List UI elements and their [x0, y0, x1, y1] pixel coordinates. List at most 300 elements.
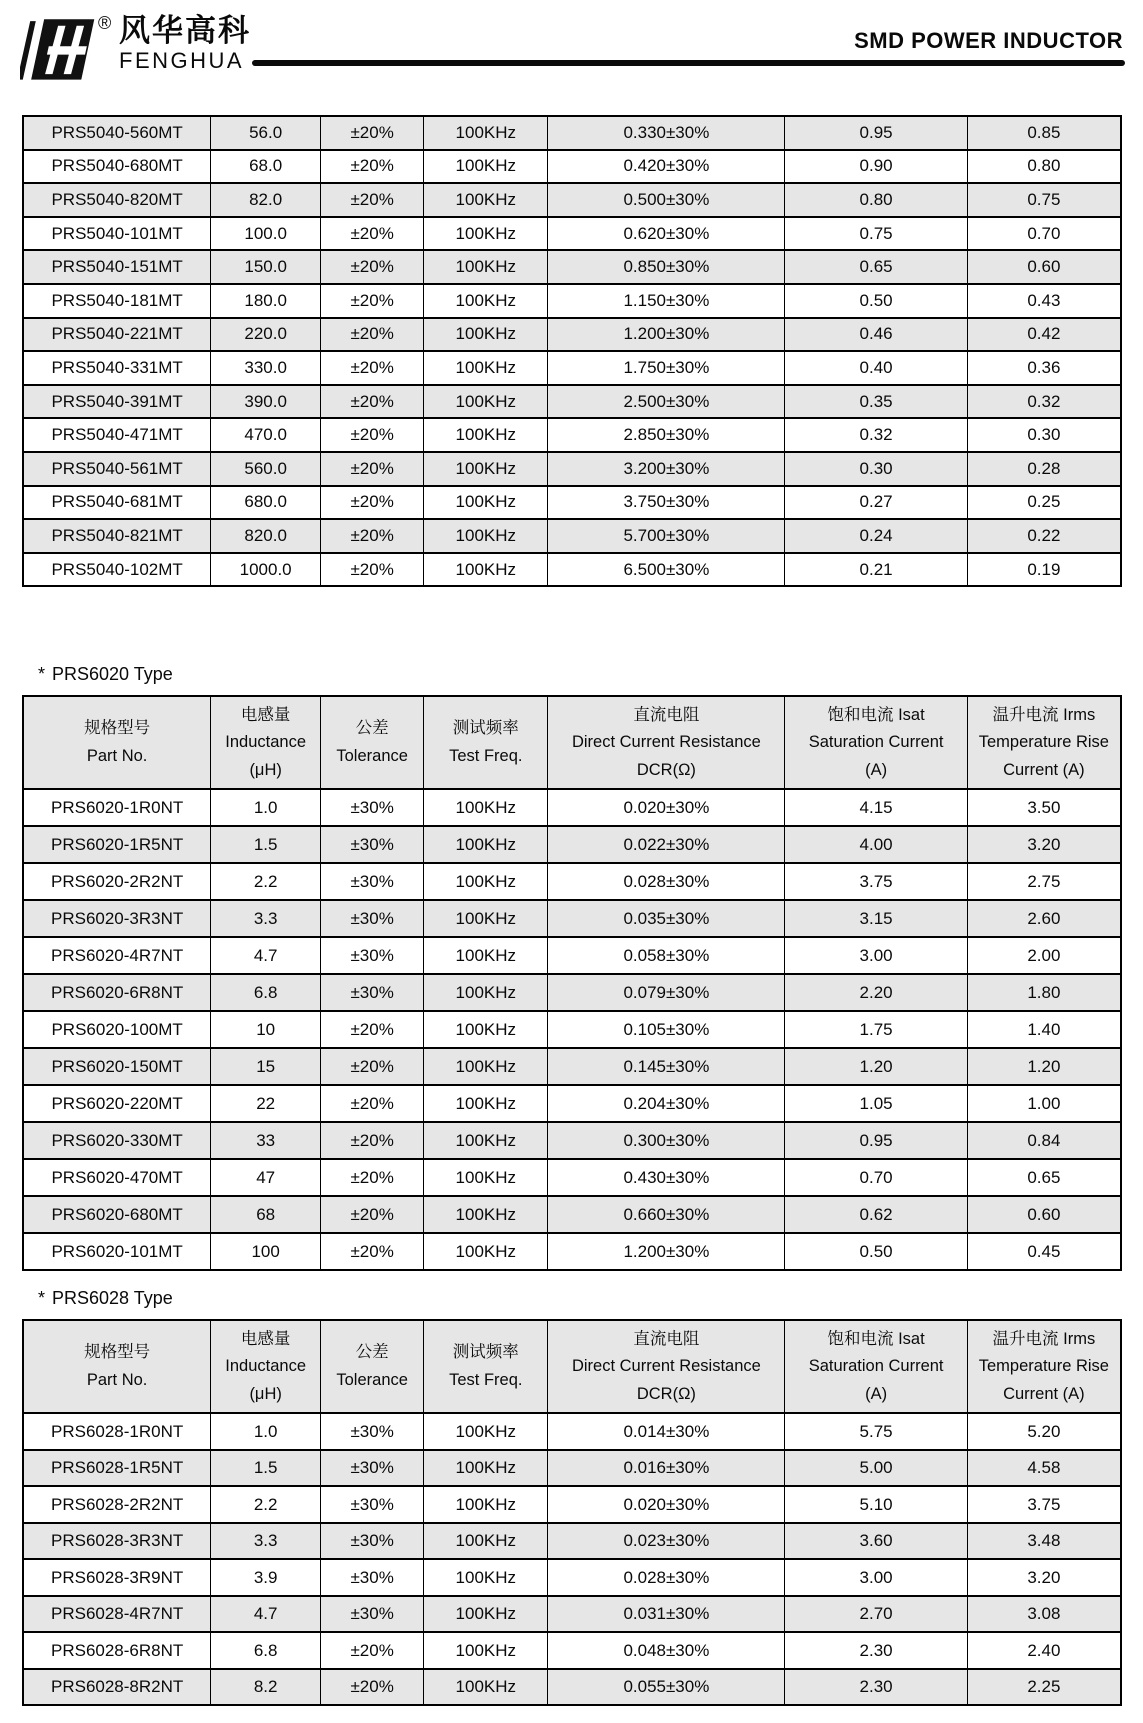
- value-cell-dcr: 0.028±30%: [548, 863, 785, 900]
- fenghua-logo-icon: [20, 16, 98, 82]
- prs6020-table: [22, 695, 1122, 1271]
- table-row: [23, 1413, 1121, 1450]
- value-cell-irms: 0.70: [967, 217, 1121, 251]
- table-row: [23, 250, 1121, 284]
- value-cell-isat: 0.21: [785, 553, 967, 587]
- table-row: [23, 789, 1121, 826]
- table-row: [23, 974, 1121, 1011]
- value-cell-isat: 0.24: [785, 519, 967, 553]
- part-no-cell: PRS6020-150MT: [23, 1048, 211, 1085]
- value-cell-test_freq: 100KHz: [424, 1122, 548, 1159]
- value-cell-inductance: 6.8: [211, 974, 321, 1011]
- value-cell-isat: 3.60: [785, 1523, 967, 1560]
- value-cell-isat: 2.20: [785, 974, 967, 1011]
- value-cell-irms: 0.60: [967, 1196, 1121, 1233]
- table-row: [23, 1632, 1121, 1669]
- value-cell-inductance: 68.0: [211, 150, 321, 184]
- value-cell-test_freq: 100KHz: [424, 1632, 548, 1669]
- value-cell-test_freq: 100KHz: [424, 1486, 548, 1523]
- value-cell-test_freq: 100KHz: [424, 1450, 548, 1487]
- value-cell-test_freq: 100KHz: [424, 385, 548, 419]
- table-row: [23, 826, 1121, 863]
- value-cell-irms: 0.75: [967, 183, 1121, 217]
- value-cell-test_freq: 100KHz: [424, 1159, 548, 1196]
- value-cell-test_freq: 100KHz: [424, 217, 548, 251]
- value-cell-isat: 2.30: [785, 1632, 967, 1669]
- value-cell-inductance: 4.7: [211, 937, 321, 974]
- value-cell-inductance: 1000.0: [211, 553, 321, 587]
- value-cell-isat: 0.95: [785, 1122, 967, 1159]
- value-cell-inductance: 150.0: [211, 250, 321, 284]
- part-no-cell: PRS5040-821MT: [23, 519, 211, 553]
- part-no-cell: PRS5040-101MT: [23, 217, 211, 251]
- value-cell-inductance: 15: [211, 1048, 321, 1085]
- value-cell-test_freq: 100KHz: [424, 519, 548, 553]
- value-cell-dcr: 0.023±30%: [548, 1523, 785, 1560]
- prs5040-table: [22, 115, 1122, 587]
- value-cell-isat: 3.75: [785, 863, 967, 900]
- value-cell-tolerance: ±20%: [321, 1632, 424, 1669]
- value-cell-isat: 0.70: [785, 1159, 967, 1196]
- header-rule: [252, 60, 1125, 66]
- value-cell-dcr: 3.200±30%: [548, 452, 785, 486]
- value-cell-tolerance: ±30%: [321, 900, 424, 937]
- part-no-cell: PRS6020-4R7NT: [23, 937, 211, 974]
- value-cell-test_freq: 100KHz: [424, 452, 548, 486]
- value-cell-test_freq: 100KHz: [424, 1669, 548, 1706]
- value-cell-tolerance: ±20%: [321, 1011, 424, 1048]
- value-cell-test_freq: 100KHz: [424, 1233, 548, 1270]
- value-cell-tolerance: ±20%: [321, 553, 424, 587]
- value-cell-isat: 3.00: [785, 937, 967, 974]
- column-header-irms: 温升电流 Irms Temperature Rise Current (A): [967, 1320, 1121, 1413]
- column-header-irms: 温升电流 Irms Temperature Rise Current (A): [967, 696, 1121, 789]
- value-cell-inductance: 4.7: [211, 1596, 321, 1633]
- part-no-cell: PRS5040-471MT: [23, 418, 211, 452]
- value-cell-test_freq: 100KHz: [424, 1559, 548, 1596]
- value-cell-irms: 3.08: [967, 1596, 1121, 1633]
- value-cell-dcr: 6.500±30%: [548, 553, 785, 587]
- part-no-cell: PRS5040-680MT: [23, 150, 211, 184]
- value-cell-dcr: 0.016±30%: [548, 1450, 785, 1487]
- value-cell-inductance: 100.0: [211, 217, 321, 251]
- value-cell-tolerance: ±30%: [321, 826, 424, 863]
- prs6028-section-heading: [38, 1285, 1143, 1311]
- value-cell-irms: 3.50: [967, 789, 1121, 826]
- part-no-cell: PRS5040-151MT: [23, 250, 211, 284]
- part-no-cell: PRS6020-680MT: [23, 1196, 211, 1233]
- value-cell-isat: 3.00: [785, 1559, 967, 1596]
- part-no-cell: PRS5040-560MT: [23, 116, 211, 150]
- value-cell-irms: 2.00: [967, 937, 1121, 974]
- part-no-cell: PRS5040-820MT: [23, 183, 211, 217]
- value-cell-dcr: 0.031±30%: [548, 1596, 785, 1633]
- value-cell-dcr: 0.500±30%: [548, 183, 785, 217]
- value-cell-inductance: 3.3: [211, 1523, 321, 1560]
- table-row: [23, 318, 1121, 352]
- page-title: SMD POWER INDUCTOR: [854, 28, 1123, 53]
- value-cell-test_freq: 100KHz: [424, 183, 548, 217]
- logo-english-text: FENGHUA: [119, 48, 245, 73]
- value-cell-dcr: 0.330±30%: [548, 116, 785, 150]
- part-no-cell: PRS6028-6R8NT: [23, 1632, 211, 1669]
- value-cell-irms: 1.20: [967, 1048, 1121, 1085]
- table-row: [23, 1523, 1121, 1560]
- value-cell-tolerance: ±30%: [321, 937, 424, 974]
- value-cell-irms: 1.00: [967, 1085, 1121, 1122]
- value-cell-inductance: 1.0: [211, 789, 321, 826]
- value-cell-irms: 4.58: [967, 1450, 1121, 1487]
- value-cell-dcr: 0.420±30%: [548, 150, 785, 184]
- value-cell-dcr: 0.055±30%: [548, 1669, 785, 1706]
- value-cell-inductance: 220.0: [211, 318, 321, 352]
- value-cell-dcr: 1.150±30%: [548, 284, 785, 318]
- part-no-cell: PRS6028-4R7NT: [23, 1596, 211, 1633]
- value-cell-isat: 0.46: [785, 318, 967, 352]
- part-no-cell: PRS6028-3R9NT: [23, 1559, 211, 1596]
- value-cell-isat: 1.20: [785, 1048, 967, 1085]
- value-cell-irms: 2.40: [967, 1632, 1121, 1669]
- value-cell-test_freq: 100KHz: [424, 486, 548, 520]
- value-cell-isat: 3.15: [785, 900, 967, 937]
- header-row: [23, 1320, 1121, 1413]
- column-header-dcr: 直流电阻 Direct Current Resistance DCR(Ω): [548, 696, 785, 789]
- value-cell-dcr: 1.750±30%: [548, 351, 785, 385]
- table-row: [23, 1011, 1121, 1048]
- value-cell-irms: 2.25: [967, 1669, 1121, 1706]
- value-cell-tolerance: ±20%: [321, 385, 424, 419]
- value-cell-dcr: 0.028±30%: [548, 1559, 785, 1596]
- value-cell-isat: 2.30: [785, 1669, 967, 1706]
- value-cell-irms: 0.42: [967, 318, 1121, 352]
- value-cell-inductance: 82.0: [211, 183, 321, 217]
- table-row: [23, 1450, 1121, 1487]
- prs6020-section-heading: [38, 661, 1143, 687]
- value-cell-irms: 3.75: [967, 1486, 1121, 1523]
- value-cell-dcr: 0.035±30%: [548, 900, 785, 937]
- table-row: [23, 418, 1121, 452]
- column-header-part_no: 规格型号 Part No.: [23, 1320, 211, 1413]
- value-cell-isat: 0.62: [785, 1196, 967, 1233]
- value-cell-dcr: 0.105±30%: [548, 1011, 785, 1048]
- table-row: [23, 1486, 1121, 1523]
- column-header-inductance: 电感量 Inductance (μH): [211, 1320, 321, 1413]
- column-header-isat: 饱和电流 Isat Saturation Current (A): [785, 696, 967, 789]
- value-cell-tolerance: ±20%: [321, 217, 424, 251]
- value-cell-tolerance: ±30%: [321, 974, 424, 1011]
- value-cell-test_freq: 100KHz: [424, 150, 548, 184]
- value-cell-dcr: 5.700±30%: [548, 519, 785, 553]
- table-row: [23, 1122, 1121, 1159]
- value-cell-inductance: 47: [211, 1159, 321, 1196]
- value-cell-inductance: 1.0: [211, 1413, 321, 1450]
- section-title: PRS6020 Type: [52, 664, 173, 685]
- value-cell-irms: 1.80: [967, 974, 1121, 1011]
- value-cell-test_freq: 100KHz: [424, 826, 548, 863]
- value-cell-tolerance: ±20%: [321, 418, 424, 452]
- table-row: [23, 553, 1121, 587]
- value-cell-tolerance: ±20%: [321, 351, 424, 385]
- part-no-cell: PRS6028-1R5NT: [23, 1450, 211, 1487]
- table-row: [23, 937, 1121, 974]
- value-cell-inductance: 390.0: [211, 385, 321, 419]
- part-no-cell: PRS6020-220MT: [23, 1085, 211, 1122]
- value-cell-irms: 0.22: [967, 519, 1121, 553]
- table-row: [23, 1159, 1121, 1196]
- part-no-cell: PRS6020-101MT: [23, 1233, 211, 1270]
- value-cell-tolerance: ±30%: [321, 1450, 424, 1487]
- value-cell-dcr: 1.200±30%: [548, 318, 785, 352]
- value-cell-irms: 0.43: [967, 284, 1121, 318]
- value-cell-irms: 0.85: [967, 116, 1121, 150]
- table-row: [23, 486, 1121, 520]
- value-cell-isat: 0.32: [785, 418, 967, 452]
- value-cell-dcr: 0.058±30%: [548, 937, 785, 974]
- column-header-inductance: 电感量 Inductance (μH): [211, 696, 321, 789]
- value-cell-irms: 0.60: [967, 250, 1121, 284]
- value-cell-irms: 0.32: [967, 385, 1121, 419]
- value-cell-test_freq: 100KHz: [424, 553, 548, 587]
- value-cell-dcr: 2.850±30%: [548, 418, 785, 452]
- value-cell-inductance: 3.9: [211, 1559, 321, 1596]
- value-cell-tolerance: ±30%: [321, 1596, 424, 1633]
- fenghua-logo: [119, 14, 269, 73]
- value-cell-inductance: 2.2: [211, 1486, 321, 1523]
- value-cell-tolerance: ±20%: [321, 1048, 424, 1085]
- value-cell-irms: 2.60: [967, 900, 1121, 937]
- value-cell-inductance: 180.0: [211, 284, 321, 318]
- value-cell-test_freq: 100KHz: [424, 284, 548, 318]
- table-row: [23, 863, 1121, 900]
- value-cell-dcr: 0.048±30%: [548, 1632, 785, 1669]
- table-row: [23, 1048, 1121, 1085]
- value-cell-test_freq: 100KHz: [424, 1523, 548, 1560]
- value-cell-test_freq: 100KHz: [424, 1048, 548, 1085]
- part-no-cell: PRS6020-1R0NT: [23, 789, 211, 826]
- part-no-cell: PRS6028-1R0NT: [23, 1413, 211, 1450]
- value-cell-inductance: 6.8: [211, 1632, 321, 1669]
- value-cell-irms: 0.25: [967, 486, 1121, 520]
- page-header: [0, 0, 1143, 115]
- value-cell-isat: 0.40: [785, 351, 967, 385]
- value-cell-irms: 1.40: [967, 1011, 1121, 1048]
- value-cell-test_freq: 100KHz: [424, 789, 548, 826]
- part-no-cell: PRS6020-100MT: [23, 1011, 211, 1048]
- value-cell-isat: 0.80: [785, 183, 967, 217]
- value-cell-test_freq: 100KHz: [424, 974, 548, 1011]
- value-cell-tolerance: ±30%: [321, 1413, 424, 1450]
- value-cell-dcr: 0.014±30%: [548, 1413, 785, 1450]
- value-cell-dcr: 0.079±30%: [548, 974, 785, 1011]
- table-row: [23, 385, 1121, 419]
- logo-chinese-text: 风华高科: [119, 13, 251, 48]
- part-no-cell: PRS5040-221MT: [23, 318, 211, 352]
- table-row: [23, 1669, 1121, 1706]
- column-header-test_freq: 测试频率 Test Freq.: [424, 1320, 548, 1413]
- value-cell-inductance: 33: [211, 1122, 321, 1159]
- part-no-cell: PRS5040-331MT: [23, 351, 211, 385]
- value-cell-isat: 4.00: [785, 826, 967, 863]
- value-cell-test_freq: 100KHz: [424, 900, 548, 937]
- section-marker: *: [38, 1288, 46, 1309]
- value-cell-test_freq: 100KHz: [424, 1085, 548, 1122]
- value-cell-test_freq: 100KHz: [424, 318, 548, 352]
- part-no-cell: PRS5040-681MT: [23, 486, 211, 520]
- part-no-cell: PRS6028-3R3NT: [23, 1523, 211, 1560]
- value-cell-test_freq: 100KHz: [424, 1196, 548, 1233]
- part-no-cell: PRS6020-6R8NT: [23, 974, 211, 1011]
- table-row: [23, 1196, 1121, 1233]
- table-row: [23, 150, 1121, 184]
- registered-trademark-icon: ®: [98, 13, 112, 33]
- value-cell-test_freq: 100KHz: [424, 1011, 548, 1048]
- value-cell-tolerance: ±20%: [321, 116, 424, 150]
- value-cell-irms: 0.65: [967, 1159, 1121, 1196]
- value-cell-isat: 0.65: [785, 250, 967, 284]
- value-cell-isat: 0.50: [785, 284, 967, 318]
- value-cell-tolerance: ±30%: [321, 1559, 424, 1596]
- value-cell-dcr: 0.660±30%: [548, 1196, 785, 1233]
- value-cell-inductance: 68: [211, 1196, 321, 1233]
- value-cell-tolerance: ±20%: [321, 318, 424, 352]
- value-cell-test_freq: 100KHz: [424, 1413, 548, 1450]
- section-marker: *: [38, 664, 46, 685]
- value-cell-irms: 2.75: [967, 863, 1121, 900]
- part-no-cell: PRS6020-470MT: [23, 1159, 211, 1196]
- part-no-cell: PRS6028-8R2NT: [23, 1669, 211, 1706]
- part-no-cell: PRS6028-2R2NT: [23, 1486, 211, 1523]
- part-no-cell: PRS6020-330MT: [23, 1122, 211, 1159]
- table-row: [23, 519, 1121, 553]
- prs6028-table: [22, 1319, 1122, 1706]
- part-no-cell: PRS6020-1R5NT: [23, 826, 211, 863]
- value-cell-irms: 3.48: [967, 1523, 1121, 1560]
- value-cell-dcr: 1.200±30%: [548, 1233, 785, 1270]
- column-header-isat: 饱和电流 Isat Saturation Current (A): [785, 1320, 967, 1413]
- value-cell-test_freq: 100KHz: [424, 116, 548, 150]
- value-cell-irms: 0.36: [967, 351, 1121, 385]
- table-row: [23, 284, 1121, 318]
- value-cell-test_freq: 100KHz: [424, 863, 548, 900]
- value-cell-dcr: 0.020±30%: [548, 789, 785, 826]
- value-cell-isat: 5.10: [785, 1486, 967, 1523]
- table-row: [23, 116, 1121, 150]
- value-cell-tolerance: ±20%: [321, 1159, 424, 1196]
- value-cell-isat: 0.75: [785, 217, 967, 251]
- value-cell-tolerance: ±20%: [321, 452, 424, 486]
- value-cell-tolerance: ±30%: [321, 1486, 424, 1523]
- value-cell-inductance: 1.5: [211, 1450, 321, 1487]
- part-no-cell: PRS5040-561MT: [23, 452, 211, 486]
- value-cell-isat: 0.30: [785, 452, 967, 486]
- column-header-tolerance: 公差 Tolerance: [321, 1320, 424, 1413]
- value-cell-dcr: 0.620±30%: [548, 217, 785, 251]
- value-cell-tolerance: ±20%: [321, 519, 424, 553]
- value-cell-isat: 1.75: [785, 1011, 967, 1048]
- value-cell-dcr: 0.300±30%: [548, 1122, 785, 1159]
- value-cell-inductance: 330.0: [211, 351, 321, 385]
- value-cell-dcr: 0.850±30%: [548, 250, 785, 284]
- value-cell-test_freq: 100KHz: [424, 1596, 548, 1633]
- value-cell-dcr: 0.022±30%: [548, 826, 785, 863]
- value-cell-irms: 0.45: [967, 1233, 1121, 1270]
- column-header-part_no: 规格型号 Part No.: [23, 696, 211, 789]
- table-row: [23, 1085, 1121, 1122]
- value-cell-isat: 2.70: [785, 1596, 967, 1633]
- value-cell-tolerance: ±20%: [321, 1669, 424, 1706]
- value-cell-isat: 5.00: [785, 1450, 967, 1487]
- table-row: [23, 217, 1121, 251]
- value-cell-irms: 0.19: [967, 553, 1121, 587]
- header-row: [23, 696, 1121, 789]
- value-cell-tolerance: ±20%: [321, 150, 424, 184]
- column-header-dcr: 直流电阻 Direct Current Resistance DCR(Ω): [548, 1320, 785, 1413]
- value-cell-inductance: 10: [211, 1011, 321, 1048]
- table-row: [23, 351, 1121, 385]
- value-cell-tolerance: ±30%: [321, 863, 424, 900]
- value-cell-isat: 0.27: [785, 486, 967, 520]
- value-cell-inductance: 470.0: [211, 418, 321, 452]
- value-cell-inductance: 22: [211, 1085, 321, 1122]
- value-cell-irms: 0.80: [967, 150, 1121, 184]
- value-cell-inductance: 560.0: [211, 452, 321, 486]
- value-cell-tolerance: ±20%: [321, 1233, 424, 1270]
- value-cell-dcr: 0.430±30%: [548, 1159, 785, 1196]
- value-cell-inductance: 8.2: [211, 1669, 321, 1706]
- value-cell-test_freq: 100KHz: [424, 418, 548, 452]
- value-cell-tolerance: ±20%: [321, 1122, 424, 1159]
- part-no-cell: PRS5040-391MT: [23, 385, 211, 419]
- value-cell-inductance: 680.0: [211, 486, 321, 520]
- value-cell-isat: 0.95: [785, 116, 967, 150]
- value-cell-irms: 0.28: [967, 452, 1121, 486]
- section-title: PRS6028 Type: [52, 1288, 173, 1309]
- table-row: [23, 1559, 1121, 1596]
- value-cell-tolerance: ±20%: [321, 284, 424, 318]
- part-no-cell: PRS5040-102MT: [23, 553, 211, 587]
- value-cell-irms: 0.30: [967, 418, 1121, 452]
- value-cell-test_freq: 100KHz: [424, 351, 548, 385]
- value-cell-test_freq: 100KHz: [424, 937, 548, 974]
- value-cell-tolerance: ±30%: [321, 789, 424, 826]
- column-header-test_freq: 测试频率 Test Freq.: [424, 696, 548, 789]
- value-cell-irms: 5.20: [967, 1413, 1121, 1450]
- value-cell-isat: 1.05: [785, 1085, 967, 1122]
- value-cell-tolerance: ±20%: [321, 183, 424, 217]
- value-cell-isat: 0.50: [785, 1233, 967, 1270]
- value-cell-irms: 3.20: [967, 826, 1121, 863]
- value-cell-isat: 4.15: [785, 789, 967, 826]
- part-no-cell: PRS6020-3R3NT: [23, 900, 211, 937]
- value-cell-inductance: 2.2: [211, 863, 321, 900]
- value-cell-tolerance: ±30%: [321, 1523, 424, 1560]
- value-cell-tolerance: ±20%: [321, 486, 424, 520]
- value-cell-dcr: 0.145±30%: [548, 1048, 785, 1085]
- column-header-tolerance: 公差 Tolerance: [321, 696, 424, 789]
- table-row: [23, 900, 1121, 937]
- table-row: [23, 183, 1121, 217]
- value-cell-inductance: 56.0: [211, 116, 321, 150]
- value-cell-irms: 3.20: [967, 1559, 1121, 1596]
- part-no-cell: PRS6020-2R2NT: [23, 863, 211, 900]
- value-cell-test_freq: 100KHz: [424, 250, 548, 284]
- table-row: [23, 1233, 1121, 1270]
- table-row: [23, 452, 1121, 486]
- value-cell-dcr: 0.204±30%: [548, 1085, 785, 1122]
- value-cell-inductance: 820.0: [211, 519, 321, 553]
- value-cell-dcr: 0.020±30%: [548, 1486, 785, 1523]
- value-cell-inductance: 1.5: [211, 826, 321, 863]
